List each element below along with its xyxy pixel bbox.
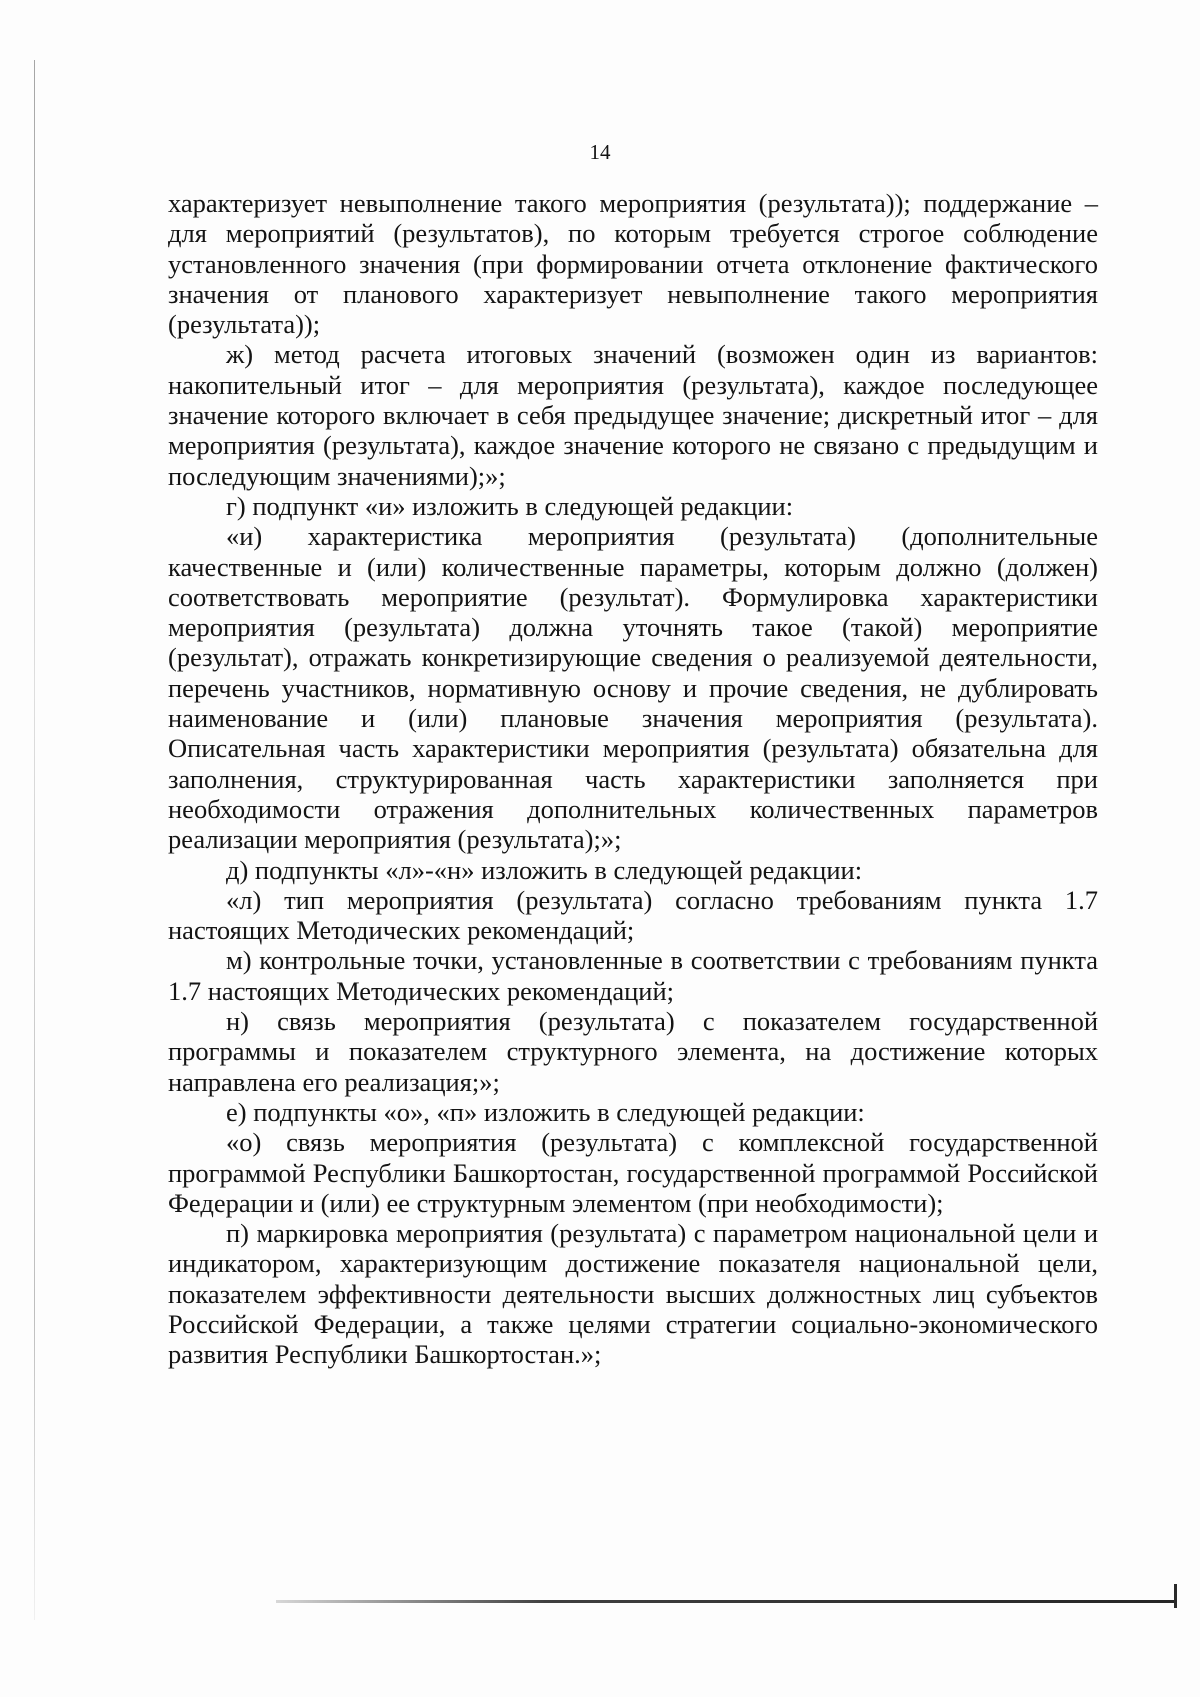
bottom-scan-rule: [276, 1600, 1176, 1603]
bottom-scan-tick: [1174, 1584, 1177, 1608]
paragraph-item-g: г) подпункт «и» изложить в следующей редакции:: [226, 490, 794, 521]
document-body: [168, 188, 1098, 1370]
paragraph-item-d: д) подпункты «л»-«н» изложить в следующей редакции:: [226, 854, 863, 885]
paragraph-item-m: м) контрольные точки, установленные в соответствии с требованиям пункта 1.7 настоящих Методических рекомендаций;: [168, 945, 1098, 1006]
paragraph-item-n: н) связь мероприятия (результата) с показателем государственной программы и показателем структурного элемента, на достижение которых направлена его реализация;»;: [168, 1006, 1098, 1097]
paragraph-continuation: характеризует невыполнение такого мероприятия (результата)); поддержание – для мероприятий (результатов), по которым требуется строгое соблюдение установленного значения (при формировании отчета отклонение фактического значения от планового характеризует невыполнение такого мероприятия (результата));: [168, 188, 1098, 340]
scan-edge-line: [34, 60, 35, 1620]
paragraph-item-p: п) маркировка мероприятия (результата) с параметром национальной цели и индикатором, характеризующим достижение показателя национальной цели, показателем эффективности деятельности высших должностных лиц субъектов Российской Федерации, а также целями стратегии социально-экономического развития Республики Башкортостан.»;: [168, 1218, 1098, 1370]
paragraph-item-e: е) подпункты «о», «п» изложить в следующей редакции:: [226, 1096, 865, 1127]
paragraph-item-l: «л) тип мероприятия (результата) согласно требованиям пункта 1.7 настоящих Методических рекомендаций;: [168, 884, 1098, 946]
paragraph-item-i: «и) характеристика мероприятия (результата) (дополнительные качественные и (или) количественные параметры, которым должно (должен) соответствовать мероприятие (результат). Формулировка характеристики мероприятия (результата) должна уточнять такое (такой) мероприятие (результат), отражать конкретизирующие сведения о реализуемой деятельности, перечень участников, нормативную основу и прочие сведения, не дублировать наименование и (или) плановые значения мероприятия (результата). Описательная часть характеристики мероприятия (результата) обязательна для заполнения, структурированная часть характеристики заполняется при необходимости отражения дополнительных количественных параметров реализации мероприятия (результата);»;: [168, 521, 1098, 855]
page-number: 14: [589, 140, 611, 164]
paragraph-item-zh: ж) метод расчета итоговых значений (возможен один из вариантов: накопительный итог – для мероприятия (результата), каждое последующее значение которого включает в себя предыдущее значение; дискретный итог – для мероприятия (результата), каждое значение которого не связано с предыдущим и последующим значениями);»;: [168, 339, 1098, 491]
paragraph-item-o: «о) связь мероприятия (результата) с комплексной государственной программой Республики Башкортостан, государственной программой Российской Федерации и (или) ее структурным элементом (при необходимости);: [168, 1127, 1098, 1218]
